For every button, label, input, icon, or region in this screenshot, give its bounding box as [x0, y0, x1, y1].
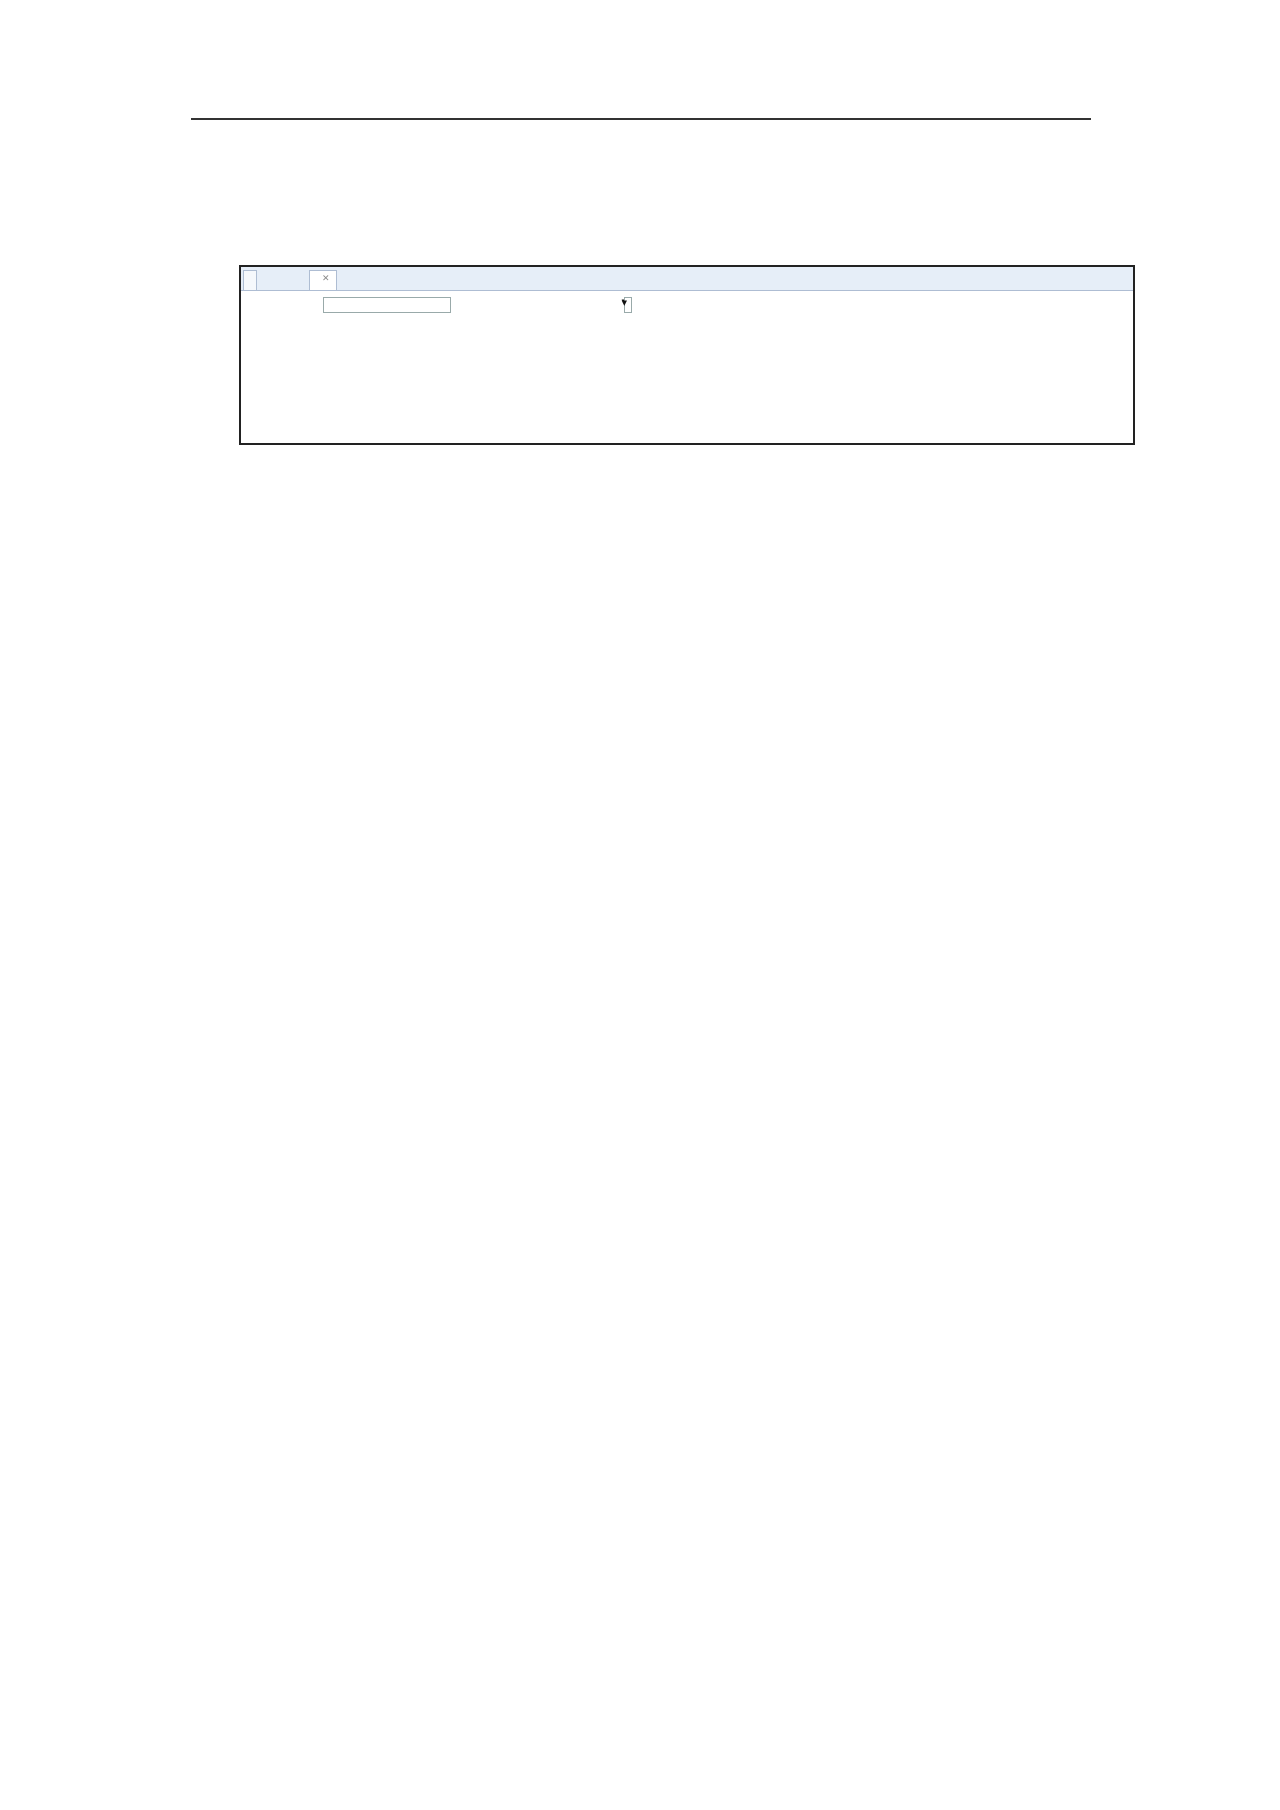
screen-no-input[interactable]	[323, 297, 451, 313]
header-rule	[191, 118, 1091, 120]
close-tab-icon[interactable]: ✕	[322, 274, 330, 284]
tab-home[interactable]	[243, 270, 257, 290]
screen-management-screenshot	[239, 265, 1135, 445]
tab-bar	[241, 267, 1133, 291]
tab-screen-management[interactable]	[309, 270, 337, 290]
